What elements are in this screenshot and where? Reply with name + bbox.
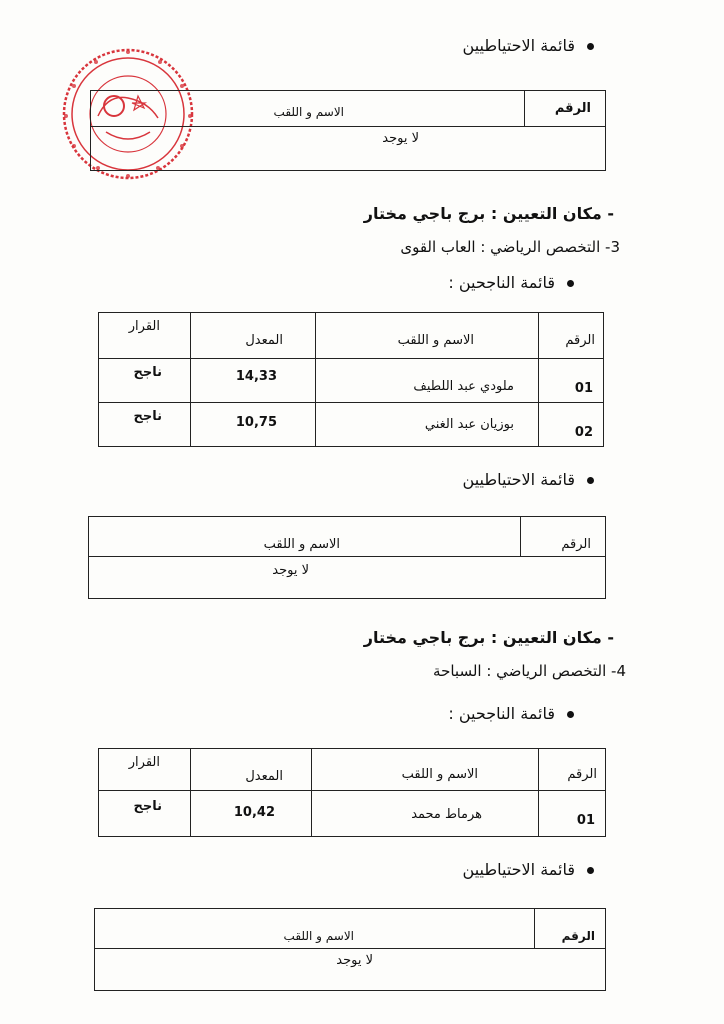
row-avg: 10,42 (191, 791, 312, 837)
row-name: هرماط محمد (312, 791, 539, 837)
empty-row: لا يوجد (95, 949, 606, 991)
row-num: 01 (539, 791, 606, 837)
bullet-icon (567, 280, 574, 287)
header-avg: المعدل (191, 313, 316, 359)
placement-heading: - مكان التعيين : برج باجي مختار (363, 628, 614, 647)
winners-table (98, 748, 606, 837)
reserves-list-label: قائمة الاحتياطيين (463, 860, 594, 879)
header-num: الرقم (525, 91, 606, 127)
row-decision: ناجح (99, 359, 191, 403)
row-num: 02 (539, 403, 604, 447)
row-avg: 10,75 (191, 403, 316, 447)
header-name: الاسم و اللقب (95, 909, 535, 949)
reserves-table (90, 90, 606, 171)
header-num: الرقم (521, 517, 606, 557)
empty-row: لا يوجد (89, 557, 606, 599)
row-avg: 14,33 (191, 359, 316, 403)
reserves-list-label: قائمة الاحتياطيين (463, 36, 594, 55)
header-num: الرقم (539, 313, 604, 359)
row-decision: ناجح (99, 791, 191, 837)
reserves-table (94, 908, 606, 991)
reserves-list-label: قائمة الاحتياطيين (463, 470, 594, 489)
reserves-table (88, 516, 606, 599)
winners-list-label: قائمة الناجحين : (448, 704, 574, 723)
bullet-icon (567, 711, 574, 718)
row-decision: ناجح (99, 403, 191, 447)
row-name: ملودي عبد اللطيف (316, 359, 539, 403)
header-name: الاسم و اللقب (89, 517, 521, 557)
table-row (99, 791, 606, 837)
empty-row: لا يوجد (91, 127, 606, 171)
winners-list-label: قائمة الناجحين : (448, 273, 574, 292)
header-num: الرقم (539, 749, 606, 791)
bullet-icon (587, 43, 594, 50)
table-row (99, 403, 604, 447)
specialty-heading: 4- التخصص الرياضي : السباحة (433, 662, 626, 680)
header-name: الاسم و اللقب (91, 91, 525, 127)
table-row (99, 359, 604, 403)
row-num: 01 (539, 359, 604, 403)
header-num: الرقم (535, 909, 606, 949)
header-decision: القرار (99, 749, 191, 791)
header-name: الاسم و اللقب (312, 749, 539, 791)
row-name: بوزيان عبد الغني (316, 403, 539, 447)
placement-heading: - مكان التعيين : برج باجي مختار (363, 204, 614, 223)
bullet-icon (587, 867, 594, 874)
header-decision: القرار (99, 313, 191, 359)
specialty-heading: 3- التخصص الرياضي : العاب القوى (400, 238, 620, 256)
header-avg: المعدل (191, 749, 312, 791)
winners-table (98, 312, 604, 447)
header-name: الاسم و اللقب (316, 313, 539, 359)
bullet-icon (587, 477, 594, 484)
